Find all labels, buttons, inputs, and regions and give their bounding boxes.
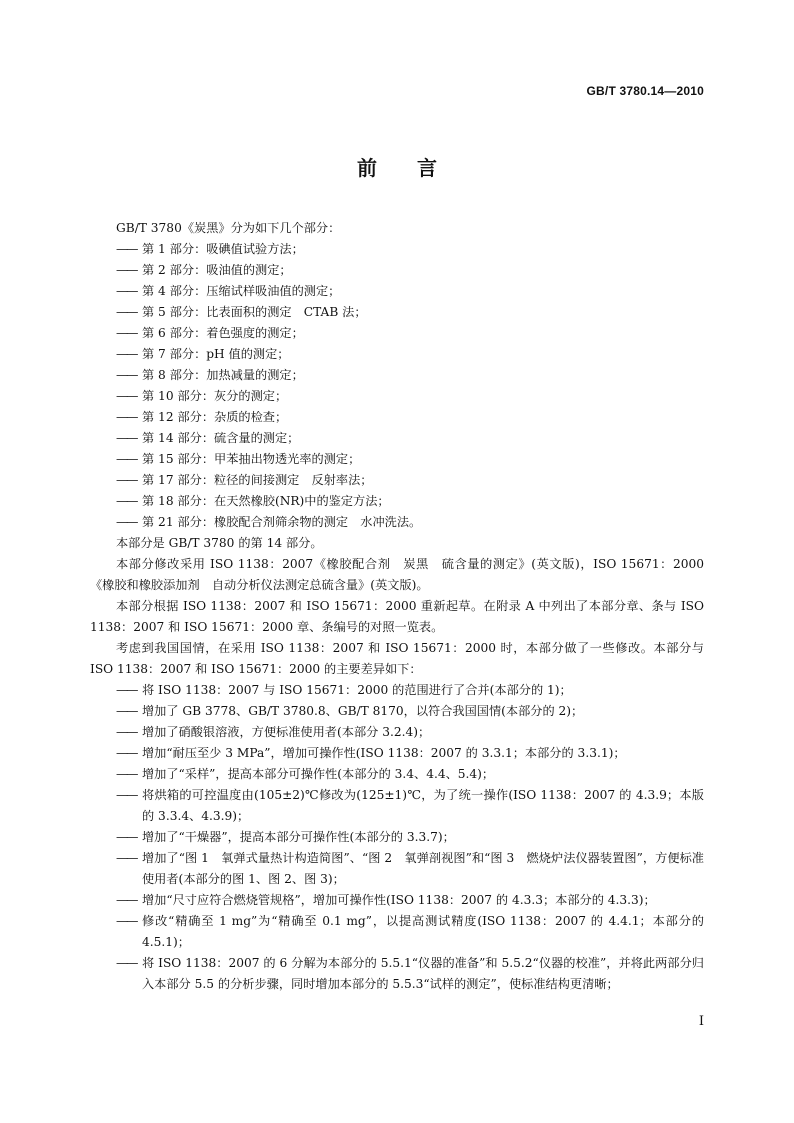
list-item: —— 增加“耐压至少 3 MPa”，增加可操作性(ISO 1138：2007 的 3.3.1；本部分的 3.3.1)； (116, 746, 626, 760)
page-number: I (698, 1014, 704, 1029)
list-item: —— 第 8 部分：加热减量的测定； (116, 368, 304, 382)
list-item: —— 将烘箱的可控温度由(105±2)℃修改为(125±1)℃，为了统一操作(ISO 1138：2007 的 4.3.9；本版的 3.3.4、4.3.9)； (116, 788, 704, 823)
list-item: —— 第 6 部分：着色强度的测定； (116, 326, 304, 340)
list-item: —— 第 14 部分：硫含量的测定； (116, 431, 300, 445)
paragraph: 本部分根据 ISO 1138：2007 和 ISO 15671：2000 重新起草。在附录 A 中列出了本部分章、条与 ISO 1138：2007 和 ISO 15671：2000 章、条编号的对照一览表。 (90, 599, 704, 634)
list-item: —— 第 18 部分：在天然橡胶(NR)中的鉴定方法； (116, 494, 390, 508)
parts-list (90, 239, 704, 533)
list-item: —— 修改“精确至 1 mg”为“精确至 0.1 mg”，以提高测试精度(ISO 1138：2007 的 4.4.1；本部分的 4.5.1)； (116, 914, 704, 949)
list-item: —— 增加了 GB 3778、GB/T 3780.8、GB/T 8170，以符合我国国情(本部分的 2)； (116, 704, 584, 718)
list-item: —— 增加了“图 1 氧弹式量热计构造简图”、“图 2 氧弹剖视图”和“图 3 燃烧炉法仪器装置图”，方便标准使用者(本部分的图 1、图 2、图 3)； (116, 851, 704, 886)
list-item: —— 第 1 部分：吸碘值试验方法； (116, 242, 304, 256)
intro-text: GB/T 3780《炭黑》分为如下几个部分： (116, 221, 341, 235)
list-item: —— 第 5 部分：比表面积的测定 CTAB 法； (116, 305, 367, 319)
paragraph: 考虑到我国国情，在采用 ISO 1138：2007 和 ISO 15671：2000 时，本部分做了一些修改。本部分与 ISO 1138：2007 和 ISO 15671：2000 的主要差异如下： (90, 641, 704, 676)
list-item: —— 增加了“采样”，提高本部分可操作性(本部分的 3.4、4.4、5.4)； (116, 767, 495, 781)
preface-body (90, 218, 704, 995)
list-item: —— 将 ISO 1138：2007 与 ISO 15671：2000 的范围进行了合并(本部分的 1)； (116, 683, 572, 697)
list-item: —— 第 17 部分：粒径的间接测定 反射率法； (116, 473, 373, 487)
list-item: —— 第 10 部分：灰分的测定； (116, 389, 288, 403)
list-item: —— 第 12 部分：杂质的检查； (116, 410, 288, 424)
list-item: —— 第 2 部分：吸油值的测定； (116, 263, 292, 277)
list-item: —— 将 ISO 1138：2007 的 6 分解为本部分的 5.5.1“仪器的准备”和 5.5.2“仪器的校准”，并将此两部分归入本部分 5.5 的分析步骤，同时增加本部分的 5.5.3“试样的测定”，使标准结构更清晰； (116, 956, 704, 991)
paragraph: 本部分修改采用 ISO 1138：2007《橡胶配合剂 炭黑 硫含量的测定》(英文版)，ISO 15671：2000《橡胶和橡胶添加剂 自动分析仪法测定总硫含量》(英文版)。 (90, 557, 704, 592)
paragraph: 本部分是 GB/T 3780 的第 14 部分。 (116, 536, 323, 550)
standard-number: GB/T 3780.14—2010 (586, 84, 704, 98)
list-item: —— 增加了“干燥器”，提高本部分可操作性(本部分的 3.3.7)； (116, 830, 455, 844)
list-item: —— 增加“尺寸应符合燃烧管规格”，增加可操作性(ISO 1138：2007 的 4.3.3；本部分的 4.3.3)； (116, 893, 656, 907)
list-item: —— 第 15 部分：甲苯抽出物透光率的测定； (116, 452, 361, 466)
list-item: —— 第 4 部分：压缩试样吸油值的测定； (116, 284, 341, 298)
page-title: 前言 (357, 156, 477, 180)
list-item: —— 第 21 部分：橡胶配合剂筛余物的测定 水冲洗法。 (116, 515, 422, 529)
differences-list (90, 680, 704, 995)
list-item: —— 增加了硝酸银溶液，方便标准使用者(本部分 3.2.4)； (116, 725, 431, 739)
list-item: —— 第 7 部分：pH 值的测定； (116, 347, 290, 361)
